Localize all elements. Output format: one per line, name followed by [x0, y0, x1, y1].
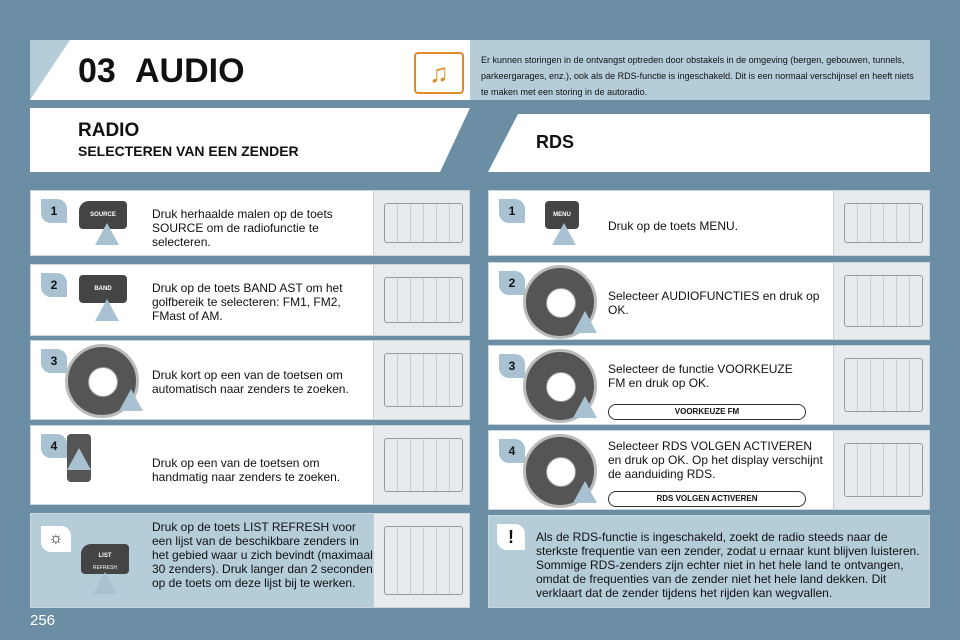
intro-text: Er kunnen storingen in de ontvangst optreden door obstakels in de omgeving (bergen, gebouwen, tunnels, parkeergarages, enz.), ook als de RDS-functie is ingeschakeld. Dit is een normaal verschijnsel en heeft niets te maken met een storing in de autoradio. — [481, 55, 914, 97]
display-rds-volgen: RDS VOLGEN ACTIVEREN — [608, 491, 806, 507]
radio-panel-image — [833, 263, 929, 339]
step-text: Selecteer AUDIOFUNCTIES en druk op OK. — [608, 289, 820, 317]
lightbulb-icon: ☼ — [41, 526, 71, 552]
radio-panel-image — [373, 341, 469, 419]
right-step-3 — [488, 345, 930, 425]
step-number: 4 — [41, 434, 67, 458]
arrow-up-icon — [573, 396, 597, 418]
arrow-up-icon — [573, 481, 597, 503]
left-step-3 — [30, 340, 470, 420]
radio-music-icon: ♫ — [414, 52, 464, 94]
right-step-2 — [488, 262, 930, 340]
radio-subtitle: SELECTEREN VAN EEN ZENDER — [78, 143, 299, 159]
rds-title: RDS — [536, 132, 575, 152]
tip-text: Druk op de toets LIST REFRESH voor een lijst van de beschikbare zenders in het gebied waar u zich bevindt (maximaal 30 zenders). Druk langer dan 2 seconden op de toets om deze lijst bij te werken. — [152, 520, 373, 590]
list-button-image — [81, 544, 129, 574]
step-text: Druk kort op een van de toetsen om automatisch naar zenders te zoeken. — [152, 368, 349, 396]
arrow-up-icon — [552, 223, 576, 245]
radio-title: RADIO — [78, 120, 140, 141]
radio-panel-image — [833, 191, 929, 255]
page-number: 256 — [30, 612, 56, 629]
button-label: LIST — [98, 553, 112, 559]
left-step-2 — [30, 264, 470, 336]
chapter-number: 03 — [78, 52, 116, 90]
step-number: 3 — [499, 354, 525, 378]
step-text: Druk op de toets MENU. — [608, 219, 739, 233]
step-number: 3 — [41, 349, 67, 373]
step-number: 2 — [41, 273, 67, 297]
step-text: Selecteer de functie VOORKEUZE FM en druk op OK. — [608, 362, 793, 390]
warning-icon: ! — [497, 524, 525, 550]
arrow-up-icon — [95, 223, 119, 245]
band-button-image: BAND — [79, 275, 127, 303]
arrow-up-icon — [95, 299, 119, 321]
radio-panel-image — [833, 346, 929, 424]
step-number: 1 — [499, 199, 525, 223]
step-text: Druk op een van de toetsen om handmatig naar zenders te zoeken. — [152, 456, 341, 484]
button-sublabel: REFRESH — [93, 565, 117, 571]
radio-panel-image — [373, 265, 469, 335]
step-number: 4 — [499, 439, 525, 463]
step-number: 1 — [41, 199, 67, 223]
chapter-title: AUDIO — [135, 52, 245, 90]
left-step-4 — [30, 425, 470, 505]
right-note — [488, 515, 930, 608]
step-text: Druk herhaalde malen op de toets SOURCE om de radiofunctie te selecteren. — [152, 207, 333, 249]
arrow-up-icon — [93, 572, 117, 594]
left-step-1 — [30, 190, 470, 256]
right-step-4 — [488, 430, 930, 510]
left-tip — [30, 513, 470, 608]
menu-button-image: MENU — [545, 201, 579, 229]
source-button-image: SOURCE — [79, 201, 127, 229]
radio-panel-image — [373, 514, 469, 607]
display-voorkeuze-fm: VOORKEUZE FM — [608, 404, 806, 420]
right-step-1 — [488, 190, 930, 256]
radio-panel-image — [373, 426, 469, 504]
arrow-up-icon — [67, 448, 91, 470]
radio-panel-image — [833, 431, 929, 509]
arrow-up-icon — [573, 311, 597, 333]
step-text: Druk op de toets BAND AST om het golfbereik te selecteren: FM1, FM2, FMast of AM. — [152, 281, 343, 323]
radio-panel-image — [373, 191, 469, 255]
step-number: 2 — [499, 271, 525, 295]
step-text: Selecteer RDS VOLGEN ACTIVEREN en druk op OK. Op het display verschijnt de aanduiding RDS. — [608, 439, 823, 481]
arrow-up-icon — [119, 389, 143, 411]
note-text: Als de RDS-functie is ingeschakeld, zoekt de radio steeds naar de sterkste frequentie van een zender, zodat u ernaar kunt blijven luisteren. Sommige RDS-zenders zijn echter niet in het hele land te ontvangen, omdat de frequenties van de zender niet het hele land dekken. Dit verklaart dat de zender tijdens het rijden kan wegvallen. — [536, 530, 920, 600]
